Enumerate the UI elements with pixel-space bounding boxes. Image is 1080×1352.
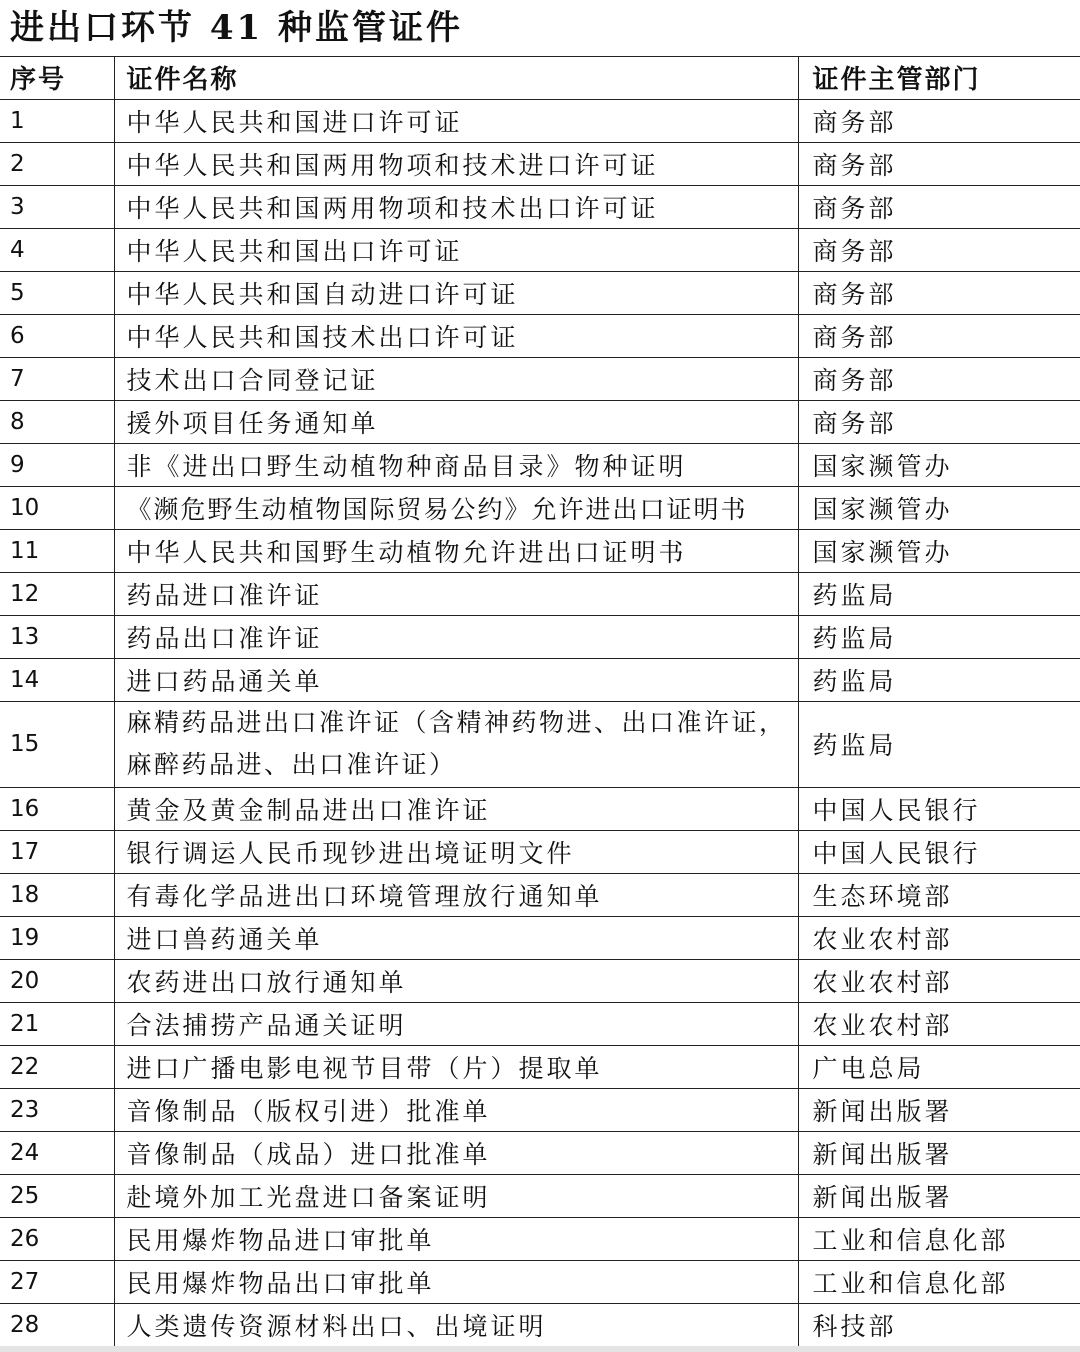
table-row (0, 529, 1080, 572)
row-name: 中华人民共和国技术出口许可证 (114, 314, 798, 357)
row-dept: 国家濒管办 (798, 486, 1080, 529)
row-dept: 国家濒管办 (798, 443, 1080, 486)
row-name: 音像制品（成品）进口批准单 (114, 1131, 798, 1174)
table-row (0, 400, 1080, 443)
row-dept: 新闻出版署 (798, 1088, 1080, 1131)
row-name: 民用爆炸物品出口审批单 (114, 1260, 798, 1303)
row-name: 人类遗传资源材料出口、出境证明 (114, 1303, 798, 1346)
row-index: 15 (0, 701, 114, 787)
table-row (0, 787, 1080, 830)
row-dept: 商务部 (798, 228, 1080, 271)
row-name: 民用爆炸物品进口审批单 (114, 1217, 798, 1260)
row-index: 2 (0, 142, 114, 185)
row-index: 21 (0, 1002, 114, 1045)
row-dept: 农业农村部 (798, 1002, 1080, 1045)
table-row (0, 701, 1080, 787)
row-index: 13 (0, 615, 114, 658)
table-row (0, 357, 1080, 400)
table-row (0, 314, 1080, 357)
row-index: 3 (0, 185, 114, 228)
table-header-row (0, 57, 1080, 99)
row-dept: 新闻出版署 (798, 1131, 1080, 1174)
table-row (0, 228, 1080, 271)
row-name: 黄金及黄金制品进出口准许证 (114, 787, 798, 830)
row-index: 20 (0, 959, 114, 1002)
row-name: 技术出口合同登记证 (114, 357, 798, 400)
table-row (0, 916, 1080, 959)
row-index: 1 (0, 99, 114, 142)
table-row (0, 615, 1080, 658)
row-dept: 中国人民银行 (798, 830, 1080, 873)
table-row (0, 873, 1080, 916)
row-dept: 国家濒管办 (798, 529, 1080, 572)
row-dept: 药监局 (798, 572, 1080, 615)
row-name: 药品进口准许证 (114, 572, 798, 615)
certificate-table (0, 57, 1080, 1347)
row-index: 19 (0, 916, 114, 959)
row-dept: 商务部 (798, 271, 1080, 314)
row-index: 12 (0, 572, 114, 615)
row-dept: 药监局 (798, 701, 1080, 787)
row-index: 27 (0, 1260, 114, 1303)
table-row (0, 1174, 1080, 1217)
row-dept: 工业和信息化部 (798, 1260, 1080, 1303)
row-dept: 药监局 (798, 658, 1080, 701)
row-name: 麻精药品进出口准许证（含精神药物进、出口准许证，麻醉药品进、出口准许证） (114, 701, 798, 787)
row-dept: 商务部 (798, 142, 1080, 185)
table-row (0, 1131, 1080, 1174)
row-index: 23 (0, 1088, 114, 1131)
table-row (0, 1260, 1080, 1303)
row-dept: 新闻出版署 (798, 1174, 1080, 1217)
table-row (0, 185, 1080, 228)
row-index: 5 (0, 271, 114, 314)
row-index: 22 (0, 1045, 114, 1088)
row-dept: 广电总局 (798, 1045, 1080, 1088)
row-dept: 农业农村部 (798, 959, 1080, 1002)
row-name: 进口药品通关单 (114, 658, 798, 701)
row-name: 中华人民共和国进口许可证 (114, 99, 798, 142)
row-name: 进口广播电影电视节目带（片）提取单 (114, 1045, 798, 1088)
row-name: 中华人民共和国出口许可证 (114, 228, 798, 271)
table-row (0, 443, 1080, 486)
row-name: 中华人民共和国自动进口许可证 (114, 271, 798, 314)
table-row (0, 1045, 1080, 1088)
table-row (0, 658, 1080, 701)
row-dept: 中国人民银行 (798, 787, 1080, 830)
row-index: 8 (0, 400, 114, 443)
header-dept: 证件主管部门 (798, 57, 1080, 99)
row-dept: 商务部 (798, 400, 1080, 443)
header-name: 证件名称 (114, 57, 798, 99)
row-index: 25 (0, 1174, 114, 1217)
row-dept: 工业和信息化部 (798, 1217, 1080, 1260)
row-name: 中华人民共和国两用物项和技术出口许可证 (114, 185, 798, 228)
row-name: 《濒危野生动植物国际贸易公约》允许进出口证明书 (114, 486, 798, 529)
table-row (0, 830, 1080, 873)
row-name: 合法捕捞产品通关证明 (114, 1002, 798, 1045)
row-index: 4 (0, 228, 114, 271)
table-row (0, 1303, 1080, 1346)
row-index: 26 (0, 1217, 114, 1260)
row-dept: 农业农村部 (798, 916, 1080, 959)
row-index: 17 (0, 830, 114, 873)
row-index: 14 (0, 658, 114, 701)
table-row (0, 486, 1080, 529)
row-dept: 商务部 (798, 99, 1080, 142)
table-row (0, 1217, 1080, 1260)
row-name: 农药进出口放行通知单 (114, 959, 798, 1002)
row-index: 10 (0, 486, 114, 529)
row-index: 11 (0, 529, 114, 572)
row-index: 18 (0, 873, 114, 916)
row-name: 药品出口准许证 (114, 615, 798, 658)
table-row (0, 959, 1080, 1002)
table-row (0, 271, 1080, 314)
row-dept: 科技部 (798, 1303, 1080, 1346)
row-name: 中华人民共和国两用物项和技术进口许可证 (114, 142, 798, 185)
row-name: 中华人民共和国野生动植物允许进出口证明书 (114, 529, 798, 572)
row-name: 赴境外加工光盘进口备案证明 (114, 1174, 798, 1217)
table-row (0, 1088, 1080, 1131)
row-dept: 商务部 (798, 357, 1080, 400)
row-dept: 药监局 (798, 615, 1080, 658)
document-title: 进出口环节 41 种监管证件 (0, 0, 1080, 57)
table-row (0, 572, 1080, 615)
row-name: 非《进出口野生动植物种商品目录》物种证明 (114, 443, 798, 486)
row-index: 6 (0, 314, 114, 357)
table-body (0, 99, 1080, 1346)
page-bottom-edge (0, 1346, 1080, 1352)
row-name: 音像制品（版权引进）批准单 (114, 1088, 798, 1131)
row-index: 7 (0, 357, 114, 400)
header-index: 序号 (0, 57, 114, 99)
row-name: 进口兽药通关单 (114, 916, 798, 959)
row-dept: 商务部 (798, 314, 1080, 357)
row-dept: 商务部 (798, 185, 1080, 228)
row-index: 16 (0, 787, 114, 830)
table-row (0, 99, 1080, 142)
row-name: 银行调运人民币现钞进出境证明文件 (114, 830, 798, 873)
row-name: 有毒化学品进出口环境管理放行通知单 (114, 873, 798, 916)
table-row (0, 142, 1080, 185)
row-dept: 生态环境部 (798, 873, 1080, 916)
row-index: 9 (0, 443, 114, 486)
row-index: 28 (0, 1303, 114, 1346)
row-index: 24 (0, 1131, 114, 1174)
row-name: 援外项目任务通知单 (114, 400, 798, 443)
table-row (0, 1002, 1080, 1045)
